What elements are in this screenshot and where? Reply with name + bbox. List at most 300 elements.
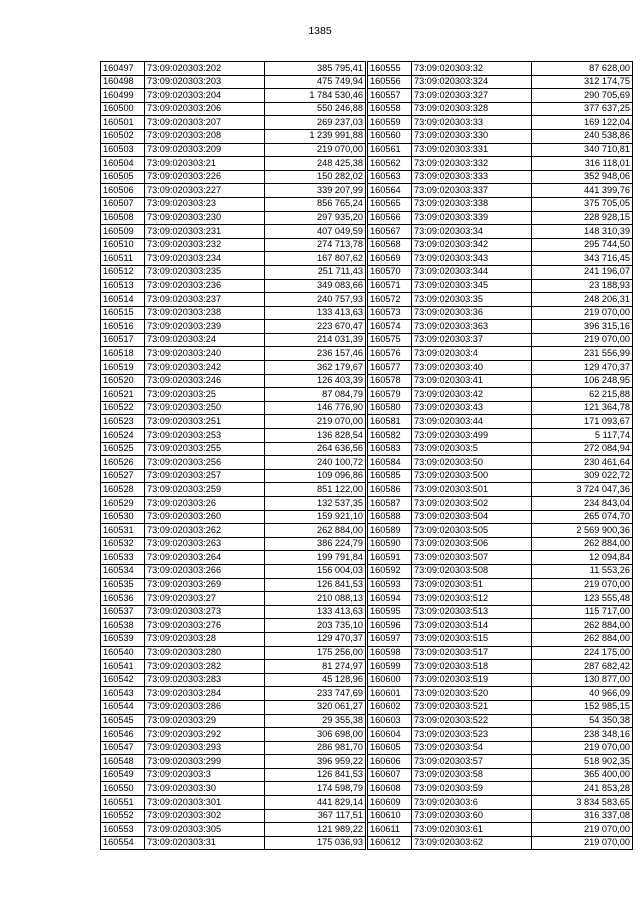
- table-row: [101, 75, 366, 89]
- cadastral-number-cell: 73:09:020303:29: [145, 714, 265, 728]
- table-row: [368, 415, 633, 429]
- table-body: [368, 62, 633, 850]
- table-row: [368, 89, 633, 103]
- record-number-cell: 160568: [368, 238, 412, 252]
- cadastral-number-cell: 73:09:020303:263: [145, 537, 265, 551]
- record-number-cell: 160554: [101, 836, 145, 850]
- table-row: [368, 75, 633, 89]
- table-row: [368, 592, 633, 606]
- table-row: [368, 619, 633, 633]
- table-row: [368, 265, 633, 279]
- cadastral-number-cell: 73:09:020303:363: [412, 320, 532, 334]
- value-cell: 150 282,02: [265, 170, 366, 184]
- value-cell: 238 348,16: [532, 728, 633, 742]
- cadastral-number-cell: 73:09:020303:37: [412, 333, 532, 347]
- table-row: [101, 687, 366, 701]
- cadastral-number-cell: 73:09:020303:6: [412, 796, 532, 810]
- value-cell: 349 083,66: [265, 279, 366, 293]
- value-cell: 251 711,43: [265, 265, 366, 279]
- cadastral-table-left: [100, 61, 366, 850]
- cadastral-number-cell: 73:09:020303:5: [412, 442, 532, 456]
- record-number-cell: 160528: [101, 483, 145, 497]
- table-row: [101, 184, 366, 198]
- value-cell: 224 175,00: [532, 646, 633, 660]
- record-number-cell: 160591: [368, 551, 412, 565]
- cadastral-number-cell: 73:09:020303:518: [412, 660, 532, 674]
- table-row: [368, 333, 633, 347]
- cadastral-number-cell: 73:09:020303:54: [412, 741, 532, 755]
- cadastral-number-cell: 73:09:020303:337: [412, 184, 532, 198]
- cadastral-number-cell: 73:09:020303:284: [145, 687, 265, 701]
- cadastral-number-cell: 73:09:020303:506: [412, 537, 532, 551]
- cadastral-number-cell: 73:09:020303:25: [145, 388, 265, 402]
- cadastral-number-cell: 73:09:020303:520: [412, 687, 532, 701]
- cadastral-number-cell: 73:09:020303:51: [412, 578, 532, 592]
- cadastral-number-cell: 73:09:020303:58: [412, 768, 532, 782]
- record-number-cell: 160506: [101, 184, 145, 198]
- value-cell: 269 237,03: [265, 116, 366, 130]
- record-number-cell: 160520: [101, 374, 145, 388]
- value-cell: 339 207,99: [265, 184, 366, 198]
- cadastral-number-cell: 73:09:020303:512: [412, 592, 532, 606]
- cadastral-number-cell: 73:09:020303:31: [145, 836, 265, 850]
- record-number-cell: 160579: [368, 388, 412, 402]
- record-number-cell: 160503: [101, 143, 145, 157]
- value-cell: 219 070,00: [532, 823, 633, 837]
- table-row: [368, 809, 633, 823]
- table-row: [101, 510, 366, 524]
- record-number-cell: 160511: [101, 252, 145, 266]
- cadastral-number-cell: 73:09:020303:40: [412, 361, 532, 375]
- table-row: [101, 374, 366, 388]
- table-row: [368, 116, 633, 130]
- record-number-cell: 160501: [101, 116, 145, 130]
- record-number-cell: 160509: [101, 225, 145, 239]
- table-row: [101, 632, 366, 646]
- value-cell: 219 070,00: [265, 143, 366, 157]
- record-number-cell: 160577: [368, 361, 412, 375]
- cadastral-number-cell: 73:09:020303:234: [145, 252, 265, 266]
- table-row: [368, 497, 633, 511]
- value-cell: 129 470,37: [532, 361, 633, 375]
- table-row: [101, 347, 366, 361]
- record-number-cell: 160600: [368, 673, 412, 687]
- value-cell: 385 795,41: [265, 62, 366, 76]
- record-number-cell: 160558: [368, 102, 412, 116]
- table-row: [368, 143, 633, 157]
- value-cell: 248 425,38: [265, 157, 366, 171]
- record-number-cell: 160514: [101, 293, 145, 307]
- value-cell: 203 735,10: [265, 619, 366, 633]
- cadastral-number-cell: 73:09:020303:339: [412, 211, 532, 225]
- value-cell: 375 705,05: [532, 197, 633, 211]
- table-row: [368, 238, 633, 252]
- table-row: [101, 796, 366, 810]
- cadastral-number-cell: 73:09:020303:253: [145, 429, 265, 443]
- value-cell: 295 744,50: [532, 238, 633, 252]
- value-cell: 219 070,00: [532, 333, 633, 347]
- table-row: [101, 456, 366, 470]
- table-row: [101, 755, 366, 769]
- record-number-cell: 160531: [101, 524, 145, 538]
- cadastral-number-cell: 73:09:020303:246: [145, 374, 265, 388]
- table-row: [101, 306, 366, 320]
- record-number-cell: 160562: [368, 157, 412, 171]
- value-cell: 12 094,84: [532, 551, 633, 565]
- value-cell: 231 556,99: [532, 347, 633, 361]
- cadastral-number-cell: 73:09:020303:236: [145, 279, 265, 293]
- value-cell: 306 698,00: [265, 728, 366, 742]
- cadastral-number-cell: 73:09:020303:305: [145, 823, 265, 837]
- value-cell: 5 117,74: [532, 429, 633, 443]
- table-row: [101, 157, 366, 171]
- cadastral-number-cell: 73:09:020303:260: [145, 510, 265, 524]
- value-cell: 265 074,70: [532, 510, 633, 524]
- record-number-cell: 160551: [101, 796, 145, 810]
- cadastral-number-cell: 73:09:020303:501: [412, 483, 532, 497]
- record-number-cell: 160529: [101, 497, 145, 511]
- record-number-cell: 160546: [101, 728, 145, 742]
- value-cell: 352 948,06: [532, 170, 633, 184]
- cadastral-number-cell: 73:09:020303:292: [145, 728, 265, 742]
- record-number-cell: 160590: [368, 537, 412, 551]
- record-number-cell: 160559: [368, 116, 412, 130]
- cadastral-number-cell: 73:09:020303:204: [145, 89, 265, 103]
- record-number-cell: 160593: [368, 578, 412, 592]
- table-row: [368, 660, 633, 674]
- table-row: [368, 170, 633, 184]
- value-cell: 264 636,56: [265, 442, 366, 456]
- record-number-cell: 160578: [368, 374, 412, 388]
- table-row: [368, 469, 633, 483]
- value-cell: 290 705,69: [532, 89, 633, 103]
- cadastral-table-right: [367, 61, 633, 850]
- value-cell: 233 747,69: [265, 687, 366, 701]
- cadastral-number-cell: 73:09:020303:256: [145, 456, 265, 470]
- record-number-cell: 160565: [368, 197, 412, 211]
- table-row: [101, 660, 366, 674]
- table-row: [101, 197, 366, 211]
- cadastral-number-cell: 73:09:020303:62: [412, 836, 532, 850]
- table-row: [101, 605, 366, 619]
- page-number: 1385: [308, 25, 332, 37]
- value-cell: 121 989,22: [265, 823, 366, 837]
- table-row: [101, 429, 366, 443]
- value-cell: 87 084,79: [265, 388, 366, 402]
- record-number-cell: 160499: [101, 89, 145, 103]
- value-cell: 228 928,15: [532, 211, 633, 225]
- value-cell: 62 215,88: [532, 388, 633, 402]
- record-number-cell: 160594: [368, 592, 412, 606]
- record-number-cell: 160525: [101, 442, 145, 456]
- table-row: [368, 524, 633, 538]
- value-cell: 240 538,86: [532, 129, 633, 143]
- value-cell: 262 884,00: [532, 619, 633, 633]
- record-number-cell: 160556: [368, 75, 412, 89]
- table-row: [101, 646, 366, 660]
- value-cell: 54 350,38: [532, 714, 633, 728]
- record-number-cell: 160498: [101, 75, 145, 89]
- value-cell: 11 553,26: [532, 564, 633, 578]
- value-cell: 262 884,00: [265, 524, 366, 538]
- table-row: [101, 469, 366, 483]
- table-row: [368, 687, 633, 701]
- record-number-cell: 160592: [368, 564, 412, 578]
- record-number-cell: 160610: [368, 809, 412, 823]
- record-number-cell: 160588: [368, 510, 412, 524]
- table-row: [101, 619, 366, 633]
- value-cell: 219 070,00: [532, 578, 633, 592]
- table-row: [368, 796, 633, 810]
- cadastral-number-cell: 73:09:020303:505: [412, 524, 532, 538]
- value-cell: 312 174,75: [532, 75, 633, 89]
- table-row: [368, 184, 633, 198]
- record-number-cell: 160599: [368, 660, 412, 674]
- value-cell: 133 413,63: [265, 306, 366, 320]
- table-row: [101, 497, 366, 511]
- cadastral-number-cell: 73:09:020303:50: [412, 456, 532, 470]
- cadastral-number-cell: 73:09:020303:206: [145, 102, 265, 116]
- record-number-cell: 160608: [368, 782, 412, 796]
- record-number-cell: 160549: [101, 768, 145, 782]
- record-number-cell: 160576: [368, 347, 412, 361]
- value-cell: 175 256,00: [265, 646, 366, 660]
- cadastral-number-cell: 73:09:020303:522: [412, 714, 532, 728]
- table-row: [101, 483, 366, 497]
- record-number-cell: 160605: [368, 741, 412, 755]
- cadastral-number-cell: 73:09:020303:301: [145, 796, 265, 810]
- table-row: [368, 782, 633, 796]
- table-row: [101, 279, 366, 293]
- record-number-cell: 160597: [368, 632, 412, 646]
- value-cell: 171 093,67: [532, 415, 633, 429]
- record-number-cell: 160570: [368, 265, 412, 279]
- record-number-cell: 160569: [368, 252, 412, 266]
- cadastral-number-cell: 73:09:020303:500: [412, 469, 532, 483]
- value-cell: 230 461,64: [532, 456, 633, 470]
- value-cell: 219 070,00: [532, 306, 633, 320]
- cadastral-number-cell: 73:09:020303:207: [145, 116, 265, 130]
- record-number-cell: 160508: [101, 211, 145, 225]
- table-row: [101, 564, 366, 578]
- table-row: [368, 293, 633, 307]
- cadastral-number-cell: 73:09:020303:521: [412, 700, 532, 714]
- cadastral-number-cell: 73:09:020303:343: [412, 252, 532, 266]
- value-cell: 367 117,51: [265, 809, 366, 823]
- record-number-cell: 160596: [368, 619, 412, 633]
- value-cell: 169 122,04: [532, 116, 633, 130]
- table-row: [101, 524, 366, 538]
- cadastral-number-cell: 73:09:020303:27: [145, 592, 265, 606]
- record-number-cell: 160527: [101, 469, 145, 483]
- value-cell: 136 828,54: [265, 429, 366, 443]
- cadastral-number-cell: 73:09:020303:57: [412, 755, 532, 769]
- value-cell: 126 841,53: [265, 578, 366, 592]
- value-cell: 340 710,81: [532, 143, 633, 157]
- value-cell: 87 628,00: [532, 62, 633, 76]
- record-number-cell: 160602: [368, 700, 412, 714]
- table-row: [368, 768, 633, 782]
- table-row: [101, 170, 366, 184]
- record-number-cell: 160536: [101, 592, 145, 606]
- table-row: [368, 700, 633, 714]
- table-row: [368, 374, 633, 388]
- cadastral-number-cell: 73:09:020303:523: [412, 728, 532, 742]
- table-row: [101, 116, 366, 130]
- value-cell: 262 884,00: [532, 537, 633, 551]
- value-cell: 240 100,72: [265, 456, 366, 470]
- cadastral-number-cell: 73:09:020303:3: [145, 768, 265, 782]
- record-number-cell: 160517: [101, 333, 145, 347]
- cadastral-number-cell: 73:09:020303:209: [145, 143, 265, 157]
- cadastral-number-cell: 73:09:020303:517: [412, 646, 532, 660]
- cadastral-number-cell: 73:09:020303:264: [145, 551, 265, 565]
- record-number-cell: 160545: [101, 714, 145, 728]
- cadastral-number-cell: 73:09:020303:282: [145, 660, 265, 674]
- cadastral-number-cell: 73:09:020303:519: [412, 673, 532, 687]
- value-cell: 272 084,94: [532, 442, 633, 456]
- value-cell: 309 022,72: [532, 469, 633, 483]
- cadastral-number-cell: 73:09:020303:324: [412, 75, 532, 89]
- cadastral-number-cell: 73:09:020303:283: [145, 673, 265, 687]
- cadastral-number-cell: 73:09:020303:502: [412, 497, 532, 511]
- record-number-cell: 160519: [101, 361, 145, 375]
- record-number-cell: 160555: [368, 62, 412, 76]
- table-row: [368, 225, 633, 239]
- table-row: [368, 632, 633, 646]
- cadastral-number-cell: 73:09:020303:231: [145, 225, 265, 239]
- value-cell: 441 399,76: [532, 184, 633, 198]
- value-cell: 132 537,35: [265, 497, 366, 511]
- record-number-cell: 160584: [368, 456, 412, 470]
- record-number-cell: 160538: [101, 619, 145, 633]
- record-number-cell: 160532: [101, 537, 145, 551]
- cadastral-number-cell: 73:09:020303:202: [145, 62, 265, 76]
- record-number-cell: 160553: [101, 823, 145, 837]
- cadastral-number-cell: 73:09:020303:30: [145, 782, 265, 796]
- table-row: [101, 823, 366, 837]
- record-number-cell: 160601: [368, 687, 412, 701]
- record-number-cell: 160535: [101, 578, 145, 592]
- table-row: [101, 741, 366, 755]
- table-row: [101, 782, 366, 796]
- record-number-cell: 160603: [368, 714, 412, 728]
- table-row: [368, 456, 633, 470]
- cadastral-number-cell: 73:09:020303:34: [412, 225, 532, 239]
- record-number-cell: 160567: [368, 225, 412, 239]
- table-row: [368, 320, 633, 334]
- cadastral-number-cell: 73:09:020303:61: [412, 823, 532, 837]
- cadastral-number-cell: 73:09:020303:59: [412, 782, 532, 796]
- table-row: [101, 265, 366, 279]
- cadastral-number-cell: 73:09:020303:43: [412, 401, 532, 415]
- record-number-cell: 160574: [368, 320, 412, 334]
- table-row: [368, 442, 633, 456]
- value-cell: 219 070,00: [265, 415, 366, 429]
- cadastral-number-cell: 73:09:020303:515: [412, 632, 532, 646]
- value-cell: 377 637,25: [532, 102, 633, 116]
- cadastral-number-cell: 73:09:020303:250: [145, 401, 265, 415]
- value-cell: 152 985,15: [532, 700, 633, 714]
- value-cell: 129 470,37: [265, 632, 366, 646]
- cadastral-number-cell: 73:09:020303:273: [145, 605, 265, 619]
- value-cell: 856 765,24: [265, 197, 366, 211]
- record-number-cell: 160573: [368, 306, 412, 320]
- value-cell: 297 935,20: [265, 211, 366, 225]
- value-cell: 320 061,27: [265, 700, 366, 714]
- value-cell: 316 118,01: [532, 157, 633, 171]
- table-row: [101, 102, 366, 116]
- value-cell: 29 355,38: [265, 714, 366, 728]
- cadastral-number-cell: 73:09:020303:36: [412, 306, 532, 320]
- table-row: [101, 320, 366, 334]
- cadastral-number-cell: 73:09:020303:227: [145, 184, 265, 198]
- value-cell: 167 807,62: [265, 252, 366, 266]
- table-row: [101, 809, 366, 823]
- value-cell: 316 337,08: [532, 809, 633, 823]
- record-number-cell: 160542: [101, 673, 145, 687]
- table-row: [368, 836, 633, 850]
- value-cell: 126 403,39: [265, 374, 366, 388]
- cadastral-number-cell: 73:09:020303:338: [412, 197, 532, 211]
- value-cell: 126 841,53: [265, 768, 366, 782]
- record-number-cell: 160541: [101, 660, 145, 674]
- record-number-cell: 160516: [101, 320, 145, 334]
- value-cell: 236 157,46: [265, 347, 366, 361]
- cadastral-number-cell: 73:09:020303:508: [412, 564, 532, 578]
- table-row: [101, 225, 366, 239]
- table-row: [368, 429, 633, 443]
- value-cell: 362 179,67: [265, 361, 366, 375]
- table-row: [368, 483, 633, 497]
- record-number-cell: 160563: [368, 170, 412, 184]
- cadastral-number-cell: 73:09:020303:251: [145, 415, 265, 429]
- record-number-cell: 160612: [368, 836, 412, 850]
- table-row: [368, 252, 633, 266]
- table-row: [101, 252, 366, 266]
- record-number-cell: 160502: [101, 129, 145, 143]
- record-number-cell: 160566: [368, 211, 412, 225]
- value-cell: 365 400,00: [532, 768, 633, 782]
- record-number-cell: 160571: [368, 279, 412, 293]
- value-cell: 550 246,88: [265, 102, 366, 116]
- cadastral-number-cell: 73:09:020303:60: [412, 809, 532, 823]
- value-cell: 156 004,03: [265, 564, 366, 578]
- cadastral-number-cell: 73:09:020303:302: [145, 809, 265, 823]
- table-row: [101, 551, 366, 565]
- value-cell: 1 239 991,88: [265, 129, 366, 143]
- value-cell: 396 315,16: [532, 320, 633, 334]
- cadastral-number-cell: 73:09:020303:32: [412, 62, 532, 76]
- table-row: [101, 537, 366, 551]
- value-cell: 81 274,97: [265, 660, 366, 674]
- record-number-cell: 160609: [368, 796, 412, 810]
- table-row: [368, 755, 633, 769]
- cadastral-number-cell: 73:09:020303:28: [145, 632, 265, 646]
- value-cell: 241 853,28: [532, 782, 633, 796]
- table-row: [101, 361, 366, 375]
- value-cell: 175 036,93: [265, 836, 366, 850]
- record-number-cell: 160582: [368, 429, 412, 443]
- table-row: [368, 564, 633, 578]
- cadastral-number-cell: 73:09:020303:345: [412, 279, 532, 293]
- table-row: [368, 714, 633, 728]
- record-number-cell: 160539: [101, 632, 145, 646]
- cadastral-number-cell: 73:09:020303:235: [145, 265, 265, 279]
- value-cell: 234 843,04: [532, 497, 633, 511]
- record-number-cell: 160530: [101, 510, 145, 524]
- value-cell: 851 122,00: [265, 483, 366, 497]
